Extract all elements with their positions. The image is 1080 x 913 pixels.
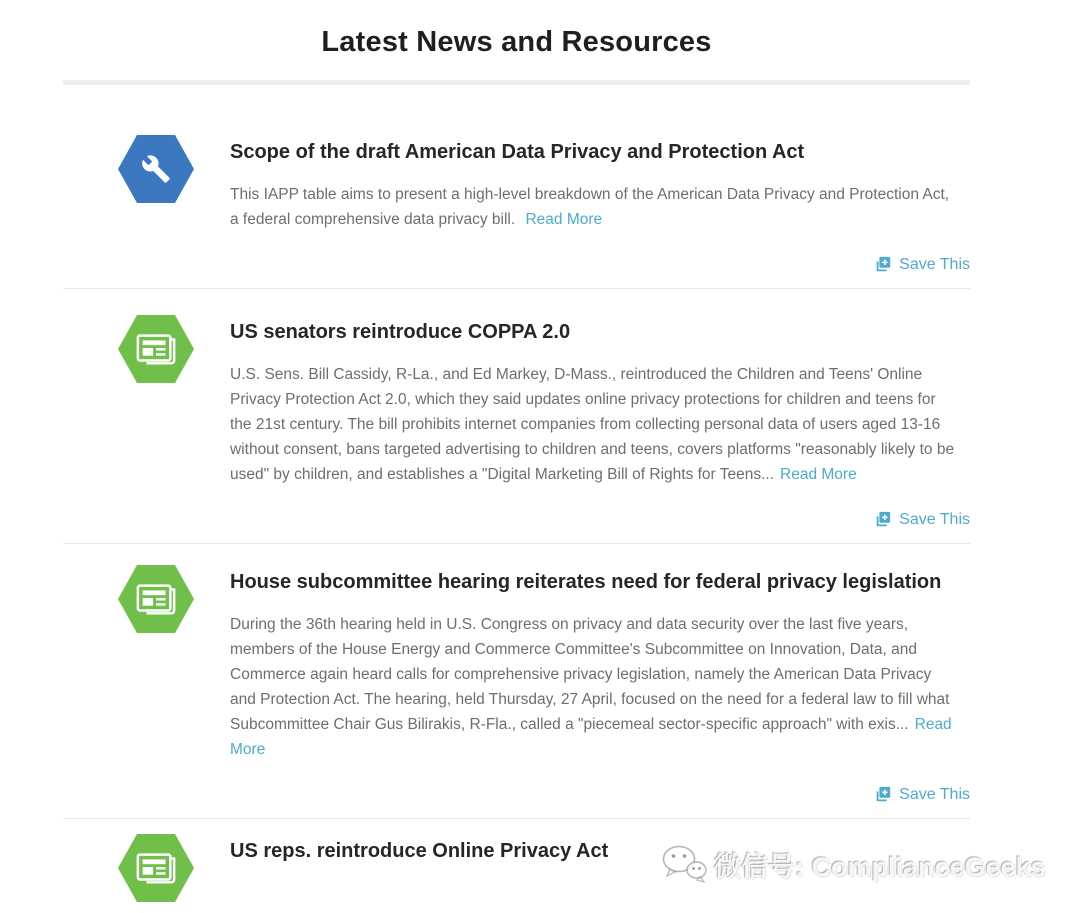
news-item-title[interactable]: House subcommittee hearing reiterates need for federal privacy legislation bbox=[230, 571, 942, 593]
news-item bbox=[63, 289, 970, 544]
news-item bbox=[63, 85, 970, 289]
save-this-label: Save This bbox=[899, 256, 970, 273]
news-item bbox=[63, 544, 970, 819]
watermark-label: 微信号: ComplianceGeeks bbox=[714, 851, 1046, 882]
news-item-icon-column bbox=[63, 135, 230, 279]
news-item-icon-column bbox=[63, 565, 230, 809]
resource-hexagon bbox=[118, 135, 194, 203]
wrench-icon bbox=[141, 154, 171, 184]
newspaper-icon bbox=[135, 850, 177, 886]
save-plus-icon bbox=[874, 511, 892, 529]
page-title: Latest News and Resources bbox=[321, 26, 712, 58]
news-item-icon-column bbox=[63, 834, 230, 902]
newspaper-icon bbox=[135, 581, 177, 617]
news-item bbox=[63, 819, 970, 911]
read-more-link[interactable]: Read More bbox=[525, 211, 603, 228]
news-hexagon bbox=[118, 565, 194, 633]
save-this-button[interactable] bbox=[874, 256, 970, 274]
news-hexagon bbox=[118, 315, 194, 383]
save-this-button[interactable] bbox=[874, 511, 970, 529]
save-this-label: Save This bbox=[899, 511, 970, 528]
summary-text: U.S. Sens. Bill Cassidy, R-La., and Ed Markey, D-Mass., reintroduced the Children and Teens' Online Privacy Protection Act 2.0, which they said updates online privacy protections for children and teens for the 21st century. The bill prohibits internet companies from collecting personal data of users aged 13-16 without consent, bans targeted advertising to children and teens, covers platforms "reasonably likely to be used" by children, and establishes a "Digital Marketing Bill of Rights for Teens... bbox=[230, 366, 955, 483]
news-item-title[interactable]: US senators reintroduce COPPA 2.0 bbox=[230, 321, 571, 343]
news-hexagon bbox=[118, 834, 194, 902]
summary-text: During the 36th hearing held in U.S. Congress on privacy and data security over the last five years, members of the House Energy and Commerce Committee's Subcommittee on Innovation, Data, and Commerce again heard calls for comprehensive privacy legislation, namely the American Data Privacy and Protection Act. The hearing, held Thursday, 27 April, focused on the need for a federal law to fill what Subcommittee Chair Gus Bilirakis, R-Fla., called a "piecemeal sector-specific approach" with exis... bbox=[230, 616, 950, 733]
news-item-title[interactable]: US reps. reintroduce Online Privacy Act bbox=[230, 840, 609, 862]
save-plus-icon bbox=[874, 786, 892, 804]
news-item-summary bbox=[230, 182, 960, 232]
news-item-icon-column bbox=[63, 315, 230, 534]
save-plus-icon bbox=[874, 256, 892, 274]
save-this-label: Save This bbox=[899, 786, 970, 803]
read-more-link[interactable]: Read More bbox=[780, 466, 857, 483]
news-item-summary bbox=[230, 362, 960, 487]
news-item-summary bbox=[230, 612, 960, 762]
news-item-title[interactable]: Scope of the draft American Data Privacy and Protection Act bbox=[230, 141, 805, 163]
read-more-link[interactable]: Read More bbox=[230, 716, 952, 758]
save-this-button[interactable] bbox=[874, 786, 970, 804]
summary-text: This IAPP table aims to present a high-level breakdown of the American Data Privacy and Protection Act, a federal comprehensive data privacy bill. bbox=[230, 186, 950, 228]
newspaper-icon bbox=[135, 331, 177, 367]
